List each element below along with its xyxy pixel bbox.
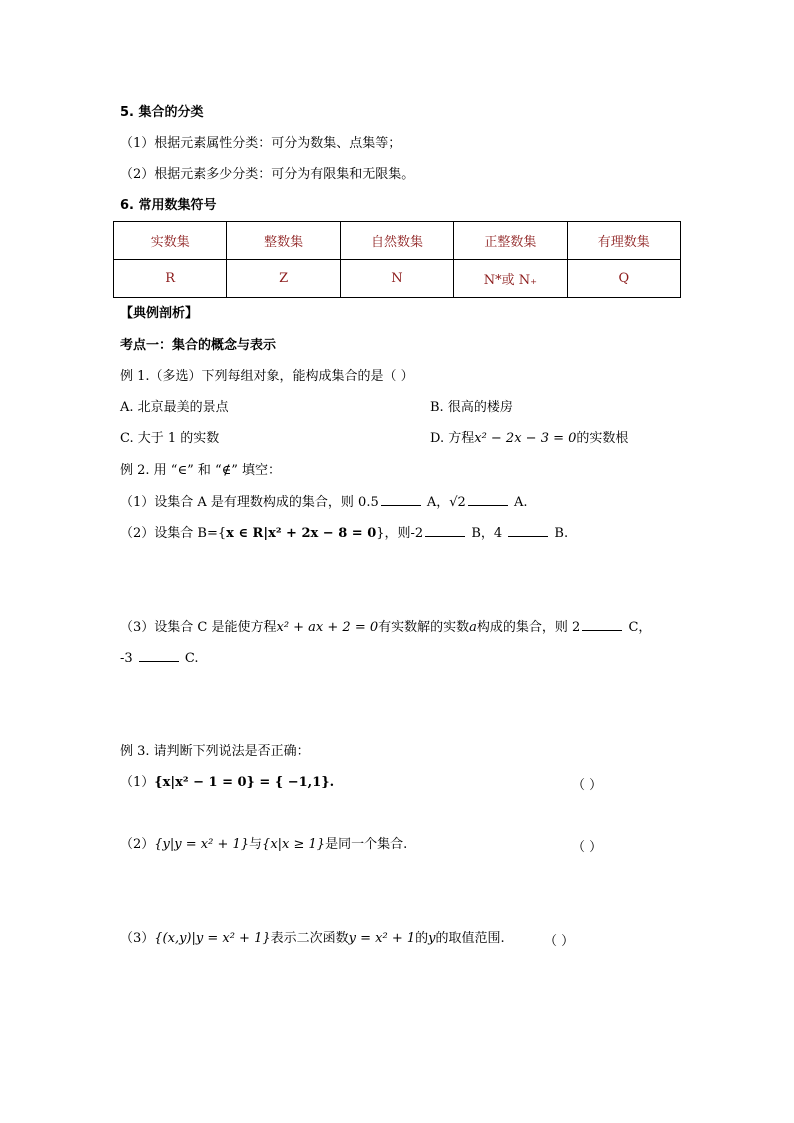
q2-set-1: {y|y = x² + 1}	[154, 837, 250, 852]
table-header-cell: 有理数集	[567, 222, 680, 260]
example-1-option-a: A. 北京最美的景点	[120, 400, 229, 415]
table-row	[114, 260, 681, 298]
q1-text: A，	[422, 495, 450, 510]
section-5-title: 5. 集合的分类	[120, 105, 204, 120]
table-header-cell: 实数集	[114, 222, 227, 260]
q-prefix: （1）	[120, 775, 155, 790]
option-d-suffix: 的实数根	[576, 431, 629, 446]
example-2-question-3	[120, 618, 651, 637]
q1-equation: {x|x² − 1 = 0} = { −1,1}.	[154, 775, 335, 790]
q-prefix: （3）	[120, 931, 155, 946]
q3-text: 有实数解的实数	[378, 620, 470, 635]
example-3-question-2	[120, 836, 407, 854]
option-d-equation: x² − 2x − 3 = 0	[474, 431, 577, 446]
table-header-cell: 正整数集	[454, 222, 567, 260]
table-header-cell: 整数集	[227, 222, 340, 260]
example-2-question-3-cont	[120, 649, 199, 668]
q2-equation: x ∈ R|x² + 2x − 8 = 0	[226, 526, 377, 541]
q3-equation: x² + ax + 2 = 0	[276, 620, 379, 635]
q2-text: }，则-2	[376, 526, 424, 541]
q3-variable: a	[469, 620, 477, 635]
q3-set: {(x,y)|y = x² + 1}	[154, 931, 271, 946]
example-3-question-1	[120, 774, 334, 792]
q2-text: （2）设集合 B={	[120, 526, 227, 541]
q-prefix: （2）	[120, 837, 155, 852]
answer-bracket[interactable]: （ ）	[544, 934, 575, 949]
answer-bracket[interactable]: （ ）	[572, 840, 603, 855]
table-cell: N	[340, 260, 453, 298]
example-1-option-c: C. 大于 1 的实数	[120, 431, 220, 446]
example-1-stem: 例 1.（多选）下列每组对象，能构成集合的是（ ）	[120, 369, 414, 384]
q2-text: B，4	[467, 526, 507, 541]
table-cell: Q	[567, 260, 680, 298]
example-2-question-1	[120, 493, 527, 512]
example-1-option-d	[430, 430, 628, 448]
answer-blank[interactable]	[508, 524, 548, 537]
q3-variable: y	[428, 931, 436, 946]
example-3-question-3	[120, 930, 505, 948]
number-set-table	[113, 221, 681, 298]
q3-text: 构成的集合，则 2	[476, 620, 581, 635]
answer-bracket[interactable]: （ ）	[572, 778, 603, 793]
q2-set-2: {x|x ≥ 1}	[262, 837, 326, 852]
q3-text: 的	[415, 931, 429, 946]
option-d-prefix: D. 方程	[430, 431, 475, 446]
q3-text: C.	[180, 651, 199, 666]
section-6-title: 6. 常用数集符号	[120, 198, 217, 213]
section-5-point-2: （2）根据元素多少分类：可分为有限集和无限集。	[120, 167, 415, 182]
example-3-stem: 例 3. 请判断下列说法是否正确：	[120, 744, 310, 759]
table-cell: N*或 N₊	[454, 260, 567, 298]
q3-text: （3）设集合 C 是能使方程	[120, 620, 277, 635]
q3-text: 表示二次函数	[270, 931, 349, 946]
answer-blank[interactable]	[425, 524, 465, 537]
sqrt-2: √2	[449, 495, 466, 510]
q3-text: C，	[624, 620, 652, 635]
answer-blank[interactable]	[381, 493, 421, 506]
q3-function: y = x² + 1	[348, 931, 416, 946]
table-row	[114, 222, 681, 260]
table-cell: R	[114, 260, 227, 298]
example-1-option-b: B. 很高的楼房	[430, 400, 513, 415]
q2-text: 是同一个集合.	[325, 837, 408, 852]
q1-text: A.	[509, 495, 528, 510]
table-header-cell: 自然数集	[340, 222, 453, 260]
q1-text: （1）设集合 A 是有理数构成的集合，则 0.5	[120, 495, 379, 510]
answer-blank[interactable]	[139, 649, 179, 662]
answer-blank[interactable]	[468, 493, 508, 506]
example-2-stem: 例 2. 用 “∈” 和 “∉” 填空：	[120, 463, 282, 478]
q3-text: -3	[120, 651, 137, 666]
answer-blank[interactable]	[582, 618, 622, 631]
q2-text: 与	[249, 837, 263, 852]
analysis-title: 【典例剖析】	[120, 306, 199, 321]
example-2-question-2	[120, 524, 568, 543]
section-5-point-1: （1）根据元素属性分类：可分为数集、点集等；	[120, 136, 402, 151]
table-cell: Z	[227, 260, 340, 298]
key-point-1-title: 考点一：集合的概念与表示	[120, 338, 277, 353]
q3-text: 的取值范围.	[435, 931, 505, 946]
q2-text: B.	[550, 526, 569, 541]
